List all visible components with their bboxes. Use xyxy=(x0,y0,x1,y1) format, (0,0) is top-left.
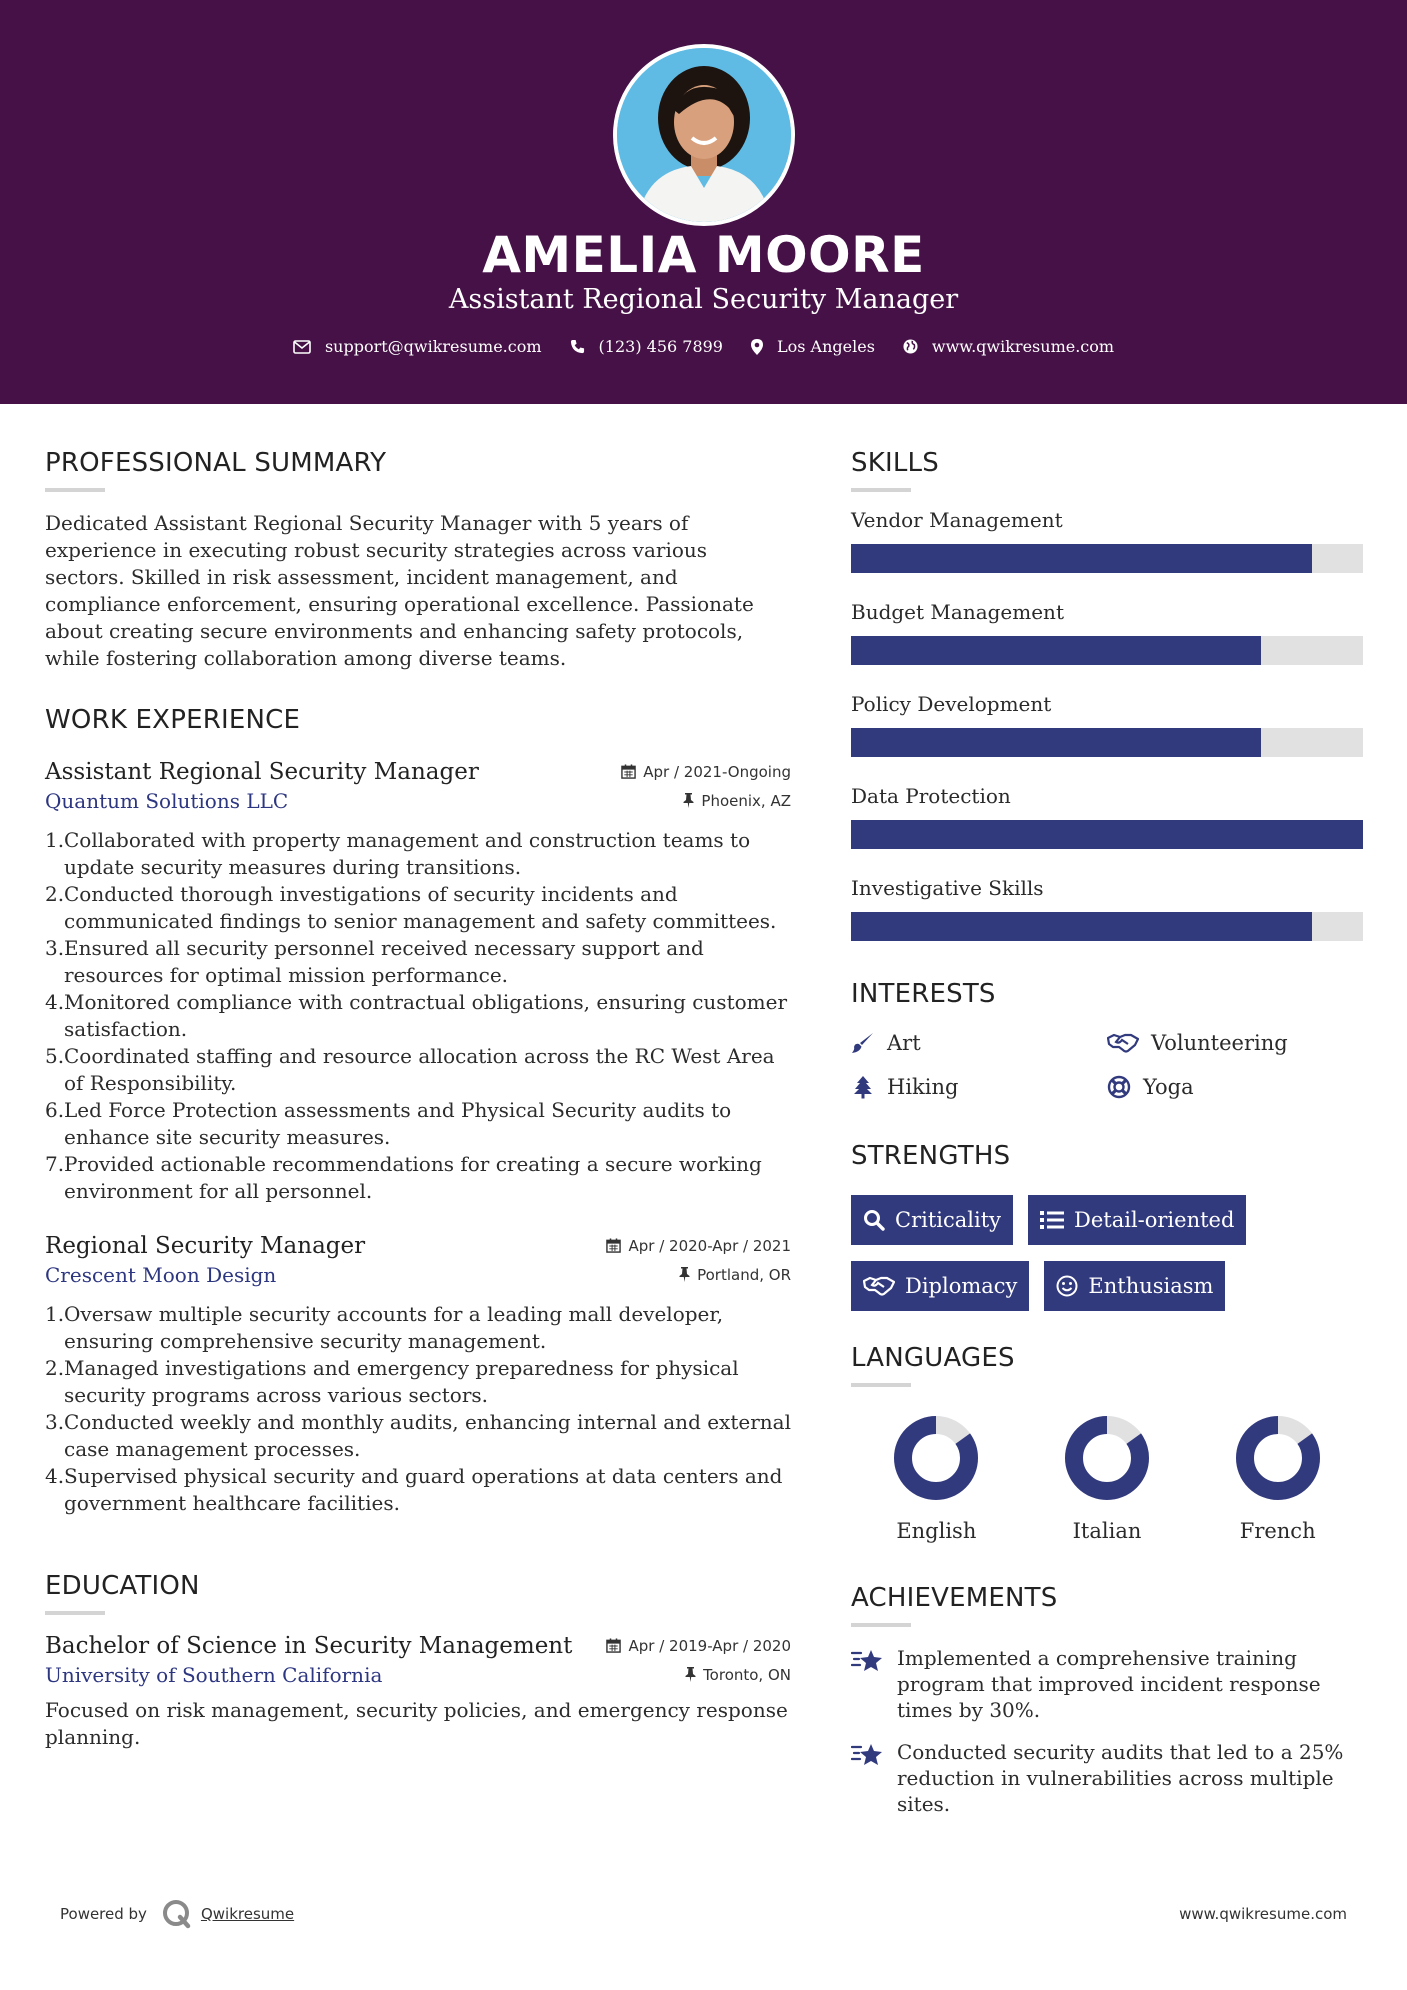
summary-text: Dedicated Assistant Regional Security Manager with 5 years of experience in executing robust security strategies across various sectors. Skilled in risk assessment, incident management, and compliance enforcement, ensuring operational excellence. Passionate about creating secure environments and enhancing safety protocols, while fostering collaboration among diverse teams. xyxy=(45,511,754,670)
language-level-ring xyxy=(1064,1415,1150,1501)
list-item: 3. Ensured all security personnel received necessary support and resources for optimal mission performance. xyxy=(45,936,704,987)
skill-bar-fill xyxy=(851,636,1261,665)
skill-bar-fill xyxy=(851,728,1261,757)
language-item xyxy=(851,1415,1022,1543)
list-item: 5. Coordinated staffing and resource allocation across the RC West Area of Responsibility. xyxy=(45,1044,775,1095)
job-title: Regional Security Manager xyxy=(45,1233,366,1259)
pushpin-icon xyxy=(683,793,694,808)
skill-bar xyxy=(851,820,1363,849)
contact-phone[interactable] xyxy=(570,337,723,356)
interest-label: Hiking xyxy=(887,1075,959,1099)
contact-location xyxy=(751,337,875,356)
achievement-item xyxy=(851,1739,1363,1817)
interest-label: Art xyxy=(887,1031,921,1055)
achievements-heading: ACHIEVEMENTS xyxy=(851,1583,1058,1613)
email-text: support@qwikresume.com xyxy=(324,337,542,356)
job-company: Quantum Solutions LLC xyxy=(45,789,289,813)
list-item: 2. Conducted thorough investigations of security incidents and communicated findings to senior management and safety committees. xyxy=(45,882,777,933)
shooting-star-icon xyxy=(851,1741,885,1769)
skill-label: Data Protection xyxy=(851,784,1011,808)
skill-bar-fill xyxy=(851,544,1312,573)
skill-label: Vendor Management xyxy=(851,508,1063,532)
job-entry xyxy=(45,1233,791,1517)
contact-website[interactable] xyxy=(903,337,1114,356)
job-company: Crescent Moon Design xyxy=(45,1263,277,1287)
list-item: 6. Led Force Protection assessments and Physical Security audits to enhance site security measures. xyxy=(45,1098,732,1149)
search-icon xyxy=(863,1209,885,1231)
website-text: www.qwikresume.com xyxy=(931,337,1115,356)
contact-bar xyxy=(0,337,1407,356)
summary-section xyxy=(45,448,791,672)
phone-icon xyxy=(570,339,585,354)
skill-item xyxy=(851,876,1363,941)
education-location-text: Toronto, ON xyxy=(703,1665,791,1684)
paintbrush-icon xyxy=(851,1032,875,1054)
calendar-icon xyxy=(606,1638,621,1653)
language-level-ring xyxy=(1235,1415,1321,1501)
skill-item xyxy=(851,508,1363,573)
skills-section xyxy=(851,448,1363,941)
resume-header xyxy=(0,0,1407,404)
job-location xyxy=(679,1266,791,1284)
achievement-item xyxy=(851,1645,1363,1723)
section-divider xyxy=(45,1611,105,1615)
powered-by-text: Powered by xyxy=(60,1905,147,1923)
experience-section xyxy=(45,705,791,1517)
education-heading: EDUCATION xyxy=(45,1571,200,1601)
strength-label: Diplomacy xyxy=(905,1274,1018,1298)
qwikresume-link[interactable]: Qwikresume xyxy=(200,1905,295,1923)
calendar-icon xyxy=(606,1238,621,1253)
strengths-section xyxy=(851,1141,1363,1311)
skills-list xyxy=(851,508,1363,941)
smile-icon xyxy=(1056,1275,1078,1297)
language-name: English xyxy=(896,1519,977,1543)
handshake-icon xyxy=(863,1275,895,1297)
section-divider xyxy=(45,488,105,492)
education-section xyxy=(45,1571,791,1751)
job-location xyxy=(683,792,791,810)
strengths-list xyxy=(851,1195,1363,1311)
strength-label: Detail-oriented xyxy=(1074,1208,1235,1232)
skill-bar-fill xyxy=(851,820,1363,849)
job-dates-text: Apr / 2021-Ongoing xyxy=(643,762,791,781)
pushpin-icon xyxy=(685,1667,696,1682)
language-name: French xyxy=(1239,1519,1316,1543)
skills-heading: SKILLS xyxy=(851,448,939,478)
summary-heading: PROFESSIONAL SUMMARY xyxy=(45,448,387,478)
language-item xyxy=(1192,1415,1363,1543)
job-entry xyxy=(45,759,791,1205)
education-dates-text: Apr / 2019-Apr / 2020 xyxy=(628,1636,791,1655)
contact-email[interactable] xyxy=(293,337,542,356)
interest-item xyxy=(851,1075,1107,1099)
interests-heading: INTERESTS xyxy=(851,979,996,1009)
experience-heading: WORK EXPERIENCE xyxy=(45,705,301,735)
skill-bar xyxy=(851,912,1363,941)
degree-title: Bachelor of Science in Security Management xyxy=(45,1633,573,1659)
list-item: 1. Collaborated with property management and construction teams to update security measures during transitions. xyxy=(45,828,751,879)
job-responsibilities xyxy=(45,1301,791,1517)
handshake-icon xyxy=(1107,1032,1139,1054)
interests-section xyxy=(851,979,1363,1099)
interest-label: Yoga xyxy=(1143,1075,1194,1099)
section-divider xyxy=(851,1623,911,1627)
interest-item xyxy=(1107,1075,1363,1099)
map-pin-icon xyxy=(751,339,763,355)
job-location-text: Portland, OR xyxy=(697,1265,791,1284)
school-name: University of Southern California xyxy=(45,1663,383,1687)
skill-bar-fill xyxy=(851,912,1312,941)
strengths-heading: STRENGTHS xyxy=(851,1141,1011,1171)
job-dates-text: Apr / 2020-Apr / 2021 xyxy=(628,1236,791,1255)
skill-bar xyxy=(851,636,1363,665)
globe-icon xyxy=(903,339,918,354)
shooting-star-icon xyxy=(851,1647,885,1675)
profile-photo xyxy=(613,44,795,226)
skill-bar xyxy=(851,544,1363,573)
achievement-text: Conducted security audits that led to a 25% reduction in vulnerabilities across multiple sites. xyxy=(897,1740,1344,1816)
strength-chip xyxy=(1028,1195,1246,1245)
languages-list xyxy=(851,1415,1363,1543)
interest-label: Volunteering xyxy=(1151,1031,1288,1055)
left-column xyxy=(45,448,791,1751)
footer-website[interactable]: www.qwikresume.com xyxy=(1179,1905,1347,1923)
interest-item xyxy=(851,1031,1107,1055)
achievements-section xyxy=(851,1583,1363,1817)
skill-item xyxy=(851,692,1363,757)
list-item: 3. Conducted weekly and monthly audits, enhancing internal and external case management processes. xyxy=(45,1410,791,1461)
languages-heading: LANGUAGES xyxy=(851,1343,1015,1373)
job-location-text: Phoenix, AZ xyxy=(701,791,791,810)
candidate-title: Assistant Regional Security Manager xyxy=(448,284,959,315)
envelope-icon xyxy=(293,340,311,354)
footer-powered-by xyxy=(60,1898,294,1930)
profile-photo-illustration xyxy=(617,48,791,222)
calendar-icon xyxy=(621,764,636,779)
list-item: 4. Monitored compliance with contractual obligations, ensuring customer satisfaction. xyxy=(45,990,788,1041)
list-item: 7. Provided actionable recommendations for creating a secure working environment for all personnel. xyxy=(45,1152,762,1203)
phone-text: (123) 456 7899 xyxy=(598,337,723,356)
language-name: Italian xyxy=(1072,1519,1142,1543)
strength-chip xyxy=(851,1195,1013,1245)
location-text: Los Angeles xyxy=(776,337,875,356)
interest-item xyxy=(1107,1031,1363,1055)
strength-label: Criticality xyxy=(895,1208,1001,1232)
skill-bar xyxy=(851,728,1363,757)
section-divider xyxy=(851,488,911,492)
list-item: 1. Oversaw multiple security accounts for a leading mall developer, ensuring comprehensive security management. xyxy=(45,1302,724,1353)
skill-label: Policy Development xyxy=(851,692,1052,716)
qwikresume-logo-icon xyxy=(161,1898,193,1930)
job-title: Assistant Regional Security Manager xyxy=(45,759,479,785)
pushpin-icon xyxy=(679,1267,690,1282)
education-location xyxy=(685,1666,791,1684)
skill-label: Investigative Skills xyxy=(851,876,1044,900)
skill-item xyxy=(851,784,1363,849)
strength-label: Enthusiasm xyxy=(1088,1274,1214,1298)
lifebuoy-icon xyxy=(1107,1075,1131,1099)
language-level-ring xyxy=(893,1415,979,1501)
candidate-name: AMELIA MOORE xyxy=(482,226,925,284)
achievement-text: Implemented a comprehensive training program that improved incident response times by 30%. xyxy=(897,1646,1321,1722)
education-dates xyxy=(606,1637,791,1655)
list-item: 2. Managed investigations and emergency preparedness for physical security programs across various sectors. xyxy=(45,1356,739,1407)
job-responsibilities xyxy=(45,827,791,1205)
section-divider xyxy=(851,1383,911,1387)
list-item: 4. Supervised physical security and guard operations at data centers and government healthcare facilities. xyxy=(45,1464,783,1515)
education-text: Focused on risk management, security policies, and emergency response planning. xyxy=(45,1698,788,1749)
job-dates xyxy=(606,1237,791,1255)
strength-chip xyxy=(1044,1261,1225,1311)
strength-chip xyxy=(851,1261,1029,1311)
languages-section xyxy=(851,1343,1363,1543)
job-dates xyxy=(621,763,791,781)
right-column xyxy=(851,448,1363,1817)
tree-icon xyxy=(851,1075,875,1099)
interests-list xyxy=(851,1031,1363,1099)
language-item xyxy=(1022,1415,1193,1543)
skill-label: Budget Management xyxy=(851,600,1064,624)
skill-item xyxy=(851,600,1363,665)
list-icon xyxy=(1040,1210,1064,1230)
